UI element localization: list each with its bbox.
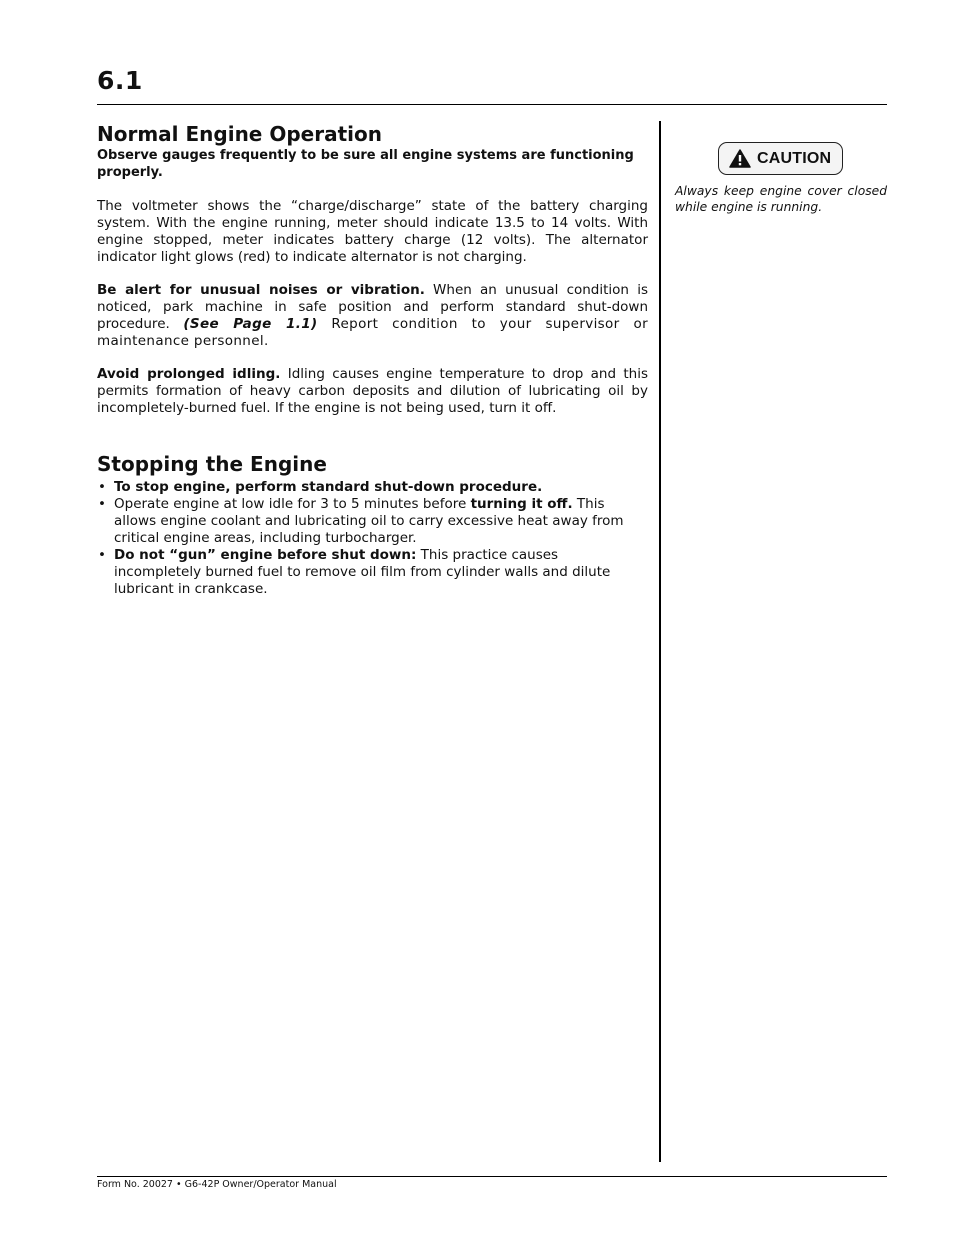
list-item-bold: To stop engine, perform standard shut-down procedure.: [114, 479, 543, 495]
idling-paragraph-text: Idling causes engine temperature to drop and this permits formation of heavy carbon deposits and dilution of lubricating oil by incompletely-burned fuel. If the engine is not being used, turn it off.: [97, 366, 648, 416]
footer-manual-title: G6-42P Owner/Operator Manual: [184, 1179, 337, 1190]
list-item-bold: Do not “gun” engine before shut down:: [114, 547, 417, 563]
caution-note: Always keep engine cover closed while engine is running.: [675, 184, 887, 214]
idling-paragraph: [97, 366, 648, 417]
main-column: [97, 121, 648, 598]
page-reference: (See Page 1.1): [183, 316, 318, 332]
footer-separator: •: [176, 1179, 182, 1190]
list-item-pre: Operate engine at low idle for 3 to 5 minutes before: [114, 496, 471, 512]
voltmeter-paragraph: The voltmeter shows the “charge/discharge” state of the battery charging system. With the engine running, meter should indicate 13.5 to 14 volts. With engine stopped, meter indicates battery charge (12 volts). The alternator indicator light glows (red) to indicate alternator is not charging.: [97, 198, 648, 265]
stopping-steps-list: [97, 479, 648, 598]
sidebar-column: [675, 142, 887, 215]
noise-paragraph-lead: Be alert for unusual noises or vibration.: [97, 282, 425, 298]
list-item-post: This practice causes incompletely burned fuel to remove oil film from cylinder walls and dilute lubricant in crankcase.: [114, 547, 611, 597]
caution-label: CAUTION: [757, 149, 832, 167]
footer: [97, 1179, 337, 1191]
list-item: [97, 496, 648, 547]
bullet-glyph: •: [98, 496, 106, 512]
list-item-bold: turning it off.: [470, 496, 573, 512]
list-item: [97, 479, 648, 496]
caution-badge: [718, 142, 843, 175]
noise-paragraph: [97, 282, 648, 350]
footer-form-number: Form No. 20027: [97, 1179, 173, 1190]
bullet-glyph: •: [98, 479, 106, 495]
page-number: 6.1: [97, 66, 143, 95]
section-heading-normal-operation: Normal Engine Operation: [97, 122, 382, 146]
header-rule: [97, 104, 887, 105]
idling-paragraph-lead: Avoid prolonged idling.: [97, 366, 281, 382]
noise-paragraph-text: When an unusual condition is noticed, park machine in safe position and perform standard shut-down procedure.: [97, 282, 648, 332]
warning-triangle-icon: [729, 149, 751, 168]
section-lead: Observe gauges frequently to be sure all engine systems are functioning properly.: [97, 148, 634, 180]
list-item-post: This allows engine coolant and lubricating oil to carry excessive heat away from critical engine areas, including turbocharger.: [114, 496, 624, 546]
noise-paragraph-tail: Report condition to your supervisor or maintenance personnel.: [97, 316, 648, 349]
bullet-glyph: •: [98, 547, 106, 563]
footer-rule: [97, 1176, 887, 1177]
section-heading-stopping-engine: Stopping the Engine: [97, 452, 327, 476]
column-divider: [659, 121, 661, 1162]
list-item: [97, 547, 648, 598]
